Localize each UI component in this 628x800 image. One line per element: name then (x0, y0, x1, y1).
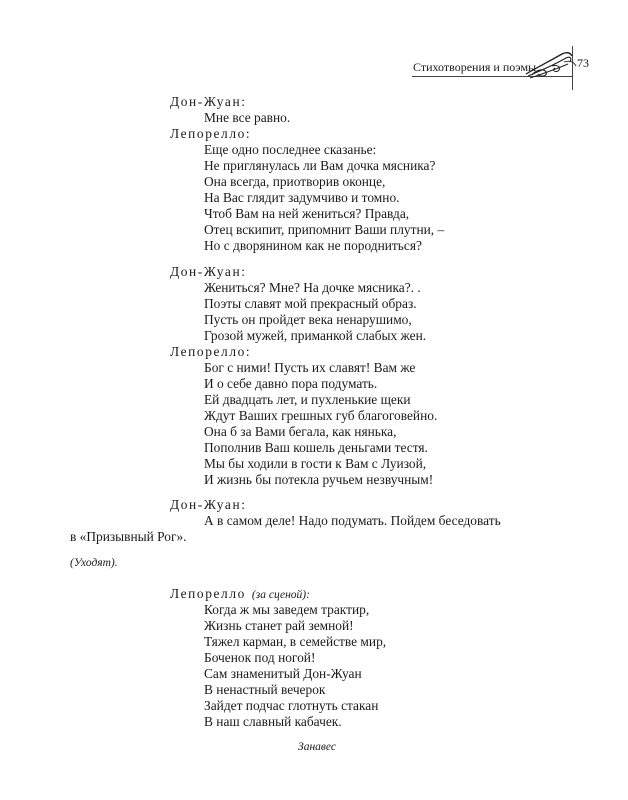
verse-line: И жизнь бы потекла ручьем незвучным! (204, 472, 434, 487)
verse-line: Боченок под ногой! (204, 650, 316, 665)
verse-line: Пополнив Ваш кошель деньгами тестя. (204, 440, 428, 455)
verse-line: Сам знаменитый Дон-Жуан (204, 666, 362, 681)
speaker-leporello: Лепорелло: (170, 126, 252, 141)
speaker-don-juan: Дон-Жуан: (170, 94, 247, 109)
stage-direction: (Уходят). (70, 557, 118, 569)
verse-line: Еще одно последнее сказанье: (204, 142, 377, 157)
verse-line: Ей двадцать лет, и пухленькие щеки (204, 392, 411, 407)
verse-line: На Вас глядит задумчиво и томно. (204, 190, 400, 205)
speaker-note: (за сценой): (251, 589, 310, 601)
verse-line-continuation: в «Призывный Рог». (70, 529, 187, 544)
verse-line: Мы бы ходили в гости к Вам с Луизой, (204, 456, 427, 471)
verse-line: Зайдет подчас глотнуть стакан (204, 698, 379, 713)
running-title: Стихотворения и поэмы (413, 60, 537, 74)
curtain-direction: Занавес (298, 741, 336, 753)
swirl-ornament-icon (522, 44, 578, 84)
verse-line: Чтоб Вам на ней жениться? Правда, (204, 206, 410, 221)
verse-line: Она б за Вами бегала, как нянька, (204, 424, 397, 439)
verse-line: Тяжел карман, в семействе мир, (204, 634, 387, 649)
speaker-leporello: Лепорелло: (170, 344, 252, 359)
verse-line: Она всегда, приотворив оконце, (204, 174, 386, 189)
verse-line: А в самом деле! Надо подумать. Пойдем беседовать (204, 513, 501, 528)
verse-line: Бог с ними! Пусть их славят! Вам же (204, 360, 416, 375)
verse-line: В наш славный кабачек. (204, 714, 342, 729)
page-number: 73 (577, 56, 589, 70)
verse-line: И о себе давно пора подумать. (204, 376, 378, 391)
verse-line: Отец вскипит, припомнит Ваши плутни, – (204, 222, 445, 237)
verse-line: Ждут Ваших грешных губ благоговейно. (204, 408, 438, 423)
verse-line: Мне все равно. (204, 110, 291, 125)
speaker-leporello (170, 586, 310, 603)
speaker-don-juan: Дон-Жуан: (170, 264, 247, 279)
speaker-don-juan: Дон-Жуан: (170, 497, 247, 512)
verse-line: Грозой мужей, приманкой слабых жен. (204, 328, 427, 343)
verse-line: Когда ж мы заведем трактир, (204, 602, 370, 617)
verse-line: Жениться? Мне? На дочке мясника?. . (204, 280, 421, 295)
verse-line: Но с дворянином как не породниться? (204, 238, 422, 253)
verse-line: Жизнь станет рай земной! (204, 618, 354, 633)
verse-line: Не приглянулась ли Вам дочка мясника? (204, 158, 436, 173)
speaker-name: Лепорелло (170, 586, 246, 601)
verse-line: Пусть он пройдет века ненарушимо, (204, 312, 412, 327)
verse-line: В ненастный вечерок (204, 682, 326, 697)
verse-line: Поэты славят мой прекрасный образ. (204, 296, 417, 311)
